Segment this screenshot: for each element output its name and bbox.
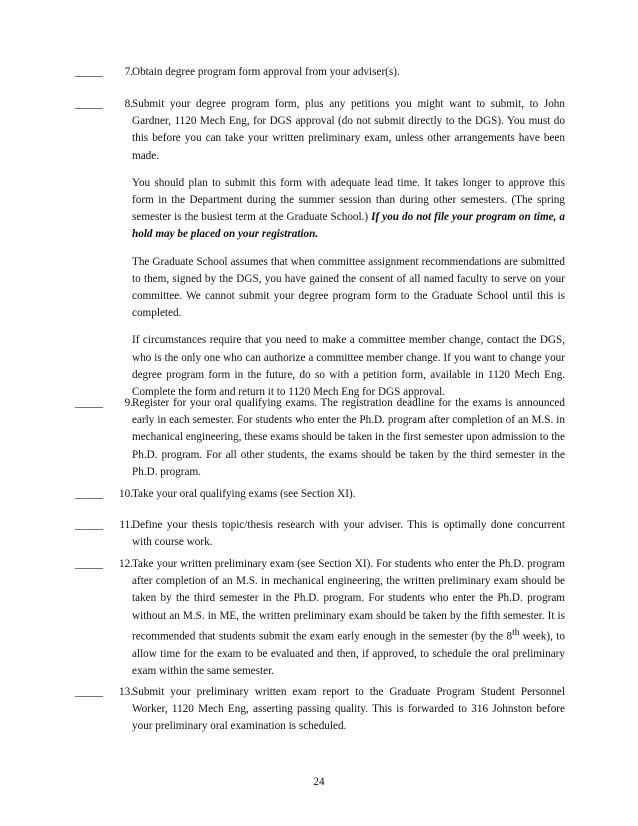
checkbox-blank: _____	[75, 488, 103, 500]
checklist-item-10	[75, 486, 565, 503]
item-paragraph-2	[132, 175, 565, 244]
item-number: 13.	[119, 686, 133, 698]
checklist-item-13	[75, 684, 565, 736]
checkbox-blank: _____	[75, 686, 103, 698]
checklist-item-11	[75, 517, 565, 551]
item-text	[132, 556, 565, 680]
item-number: 11.	[119, 519, 133, 531]
registration-hold-warning: If you do not file your program on time, a hold may be placed on your registration.	[132, 211, 566, 241]
checklist-item-7	[75, 64, 565, 81]
item-text-part-1: Take your written preliminary exam (see Section XI). For students who enter the Ph.D. program after completion of an M.S. in mechanical engineering, the written preliminary exam should be taken by the third semester in the Ph.D. program. For students who enter the Ph.D. program without an M.S. in ME, the written preliminary exam should be taken by the fifth semester. It is recommended that students submit the exam early enough in the semester (by the 8	[132, 558, 565, 643]
item-number: 8.	[124, 98, 133, 110]
item-paragraph-3: The Graduate School assumes that when committee assignment recommendations are submitted to them, signed by the DGS, you have gained the consent of all named faculty to serve on your committee. We cannot submit your degree program form to the Graduate School until this is completed.	[132, 255, 565, 320]
item-text: Take your oral qualifying exams (see Section XI).	[132, 488, 356, 500]
item-text-part-2: week), to allow time for the exam to be evaluated and then, if approved, to schedule the oral preliminary exam within the same semester.	[132, 630, 565, 677]
item-number: 12.	[119, 558, 133, 570]
item-paragraph-4: If circumstances require that you need to make a committee member change, contact the DGS, who is the only one who can authorize a committee member change. If you want to change your degree program form in the future, do so with a petition form, available in 1120 Mech Eng. Complete the form and return it to 1120 Mech Eng for DGS approval.	[132, 334, 565, 399]
item-paragraph-1: Submit your degree program form, plus any petitions you might want to submit, to John Gardner, 1120 Mech Eng, for DGS approval (do not submit directly to the DGS). You must do this before you can take your written preliminary exam, unless other arrangements have been made.	[132, 98, 565, 162]
checklist-item-9	[75, 395, 565, 481]
checkbox-blank: _____	[75, 397, 103, 409]
item-text: Submit your preliminary written exam report to the Graduate Program Student Personnel Worker, 1120 Mech Eng, asserting passing quality. This is forwarded to 316 Johnston before your preliminary oral examination is scheduled.	[132, 686, 565, 733]
paragraph-text: You should plan to submit this form with adequate lead time. It takes longer to approve this form in the Department during the summer session than during other semesters. (The spring semester is the busiest term at the Graduate School.)	[132, 176, 565, 224]
checklist-item-12	[75, 556, 565, 680]
item-number: 7.	[124, 66, 133, 78]
item-text: Register for your oral qualifying exams. The registration deadline for the exams is announced early in each semester. For students who enter the Ph.D. program after completion of an M.S. in mechanical engineering, these exams should be taken in the first semester upon admission to the Ph.D. program. For all other students, the exams should be taken by the third semester in the Ph.D. program.	[132, 397, 565, 478]
page-number: 24	[313, 776, 325, 788]
checkbox-blank: _____	[75, 558, 103, 570]
item-number: 10.	[119, 488, 133, 500]
item-text: Define your thesis topic/thesis research with your adviser. This is optimally done concurrent with course work.	[132, 519, 565, 549]
checkbox-blank: _____	[75, 519, 103, 531]
checkbox-blank: _____	[75, 98, 103, 110]
checklist-item-8	[75, 96, 565, 401]
checkbox-blank: _____	[75, 66, 103, 78]
item-text: Obtain degree program form approval from your adviser(s).	[132, 66, 400, 78]
ordinal-suffix: th	[512, 627, 520, 638]
item-number: 9.	[124, 397, 133, 409]
